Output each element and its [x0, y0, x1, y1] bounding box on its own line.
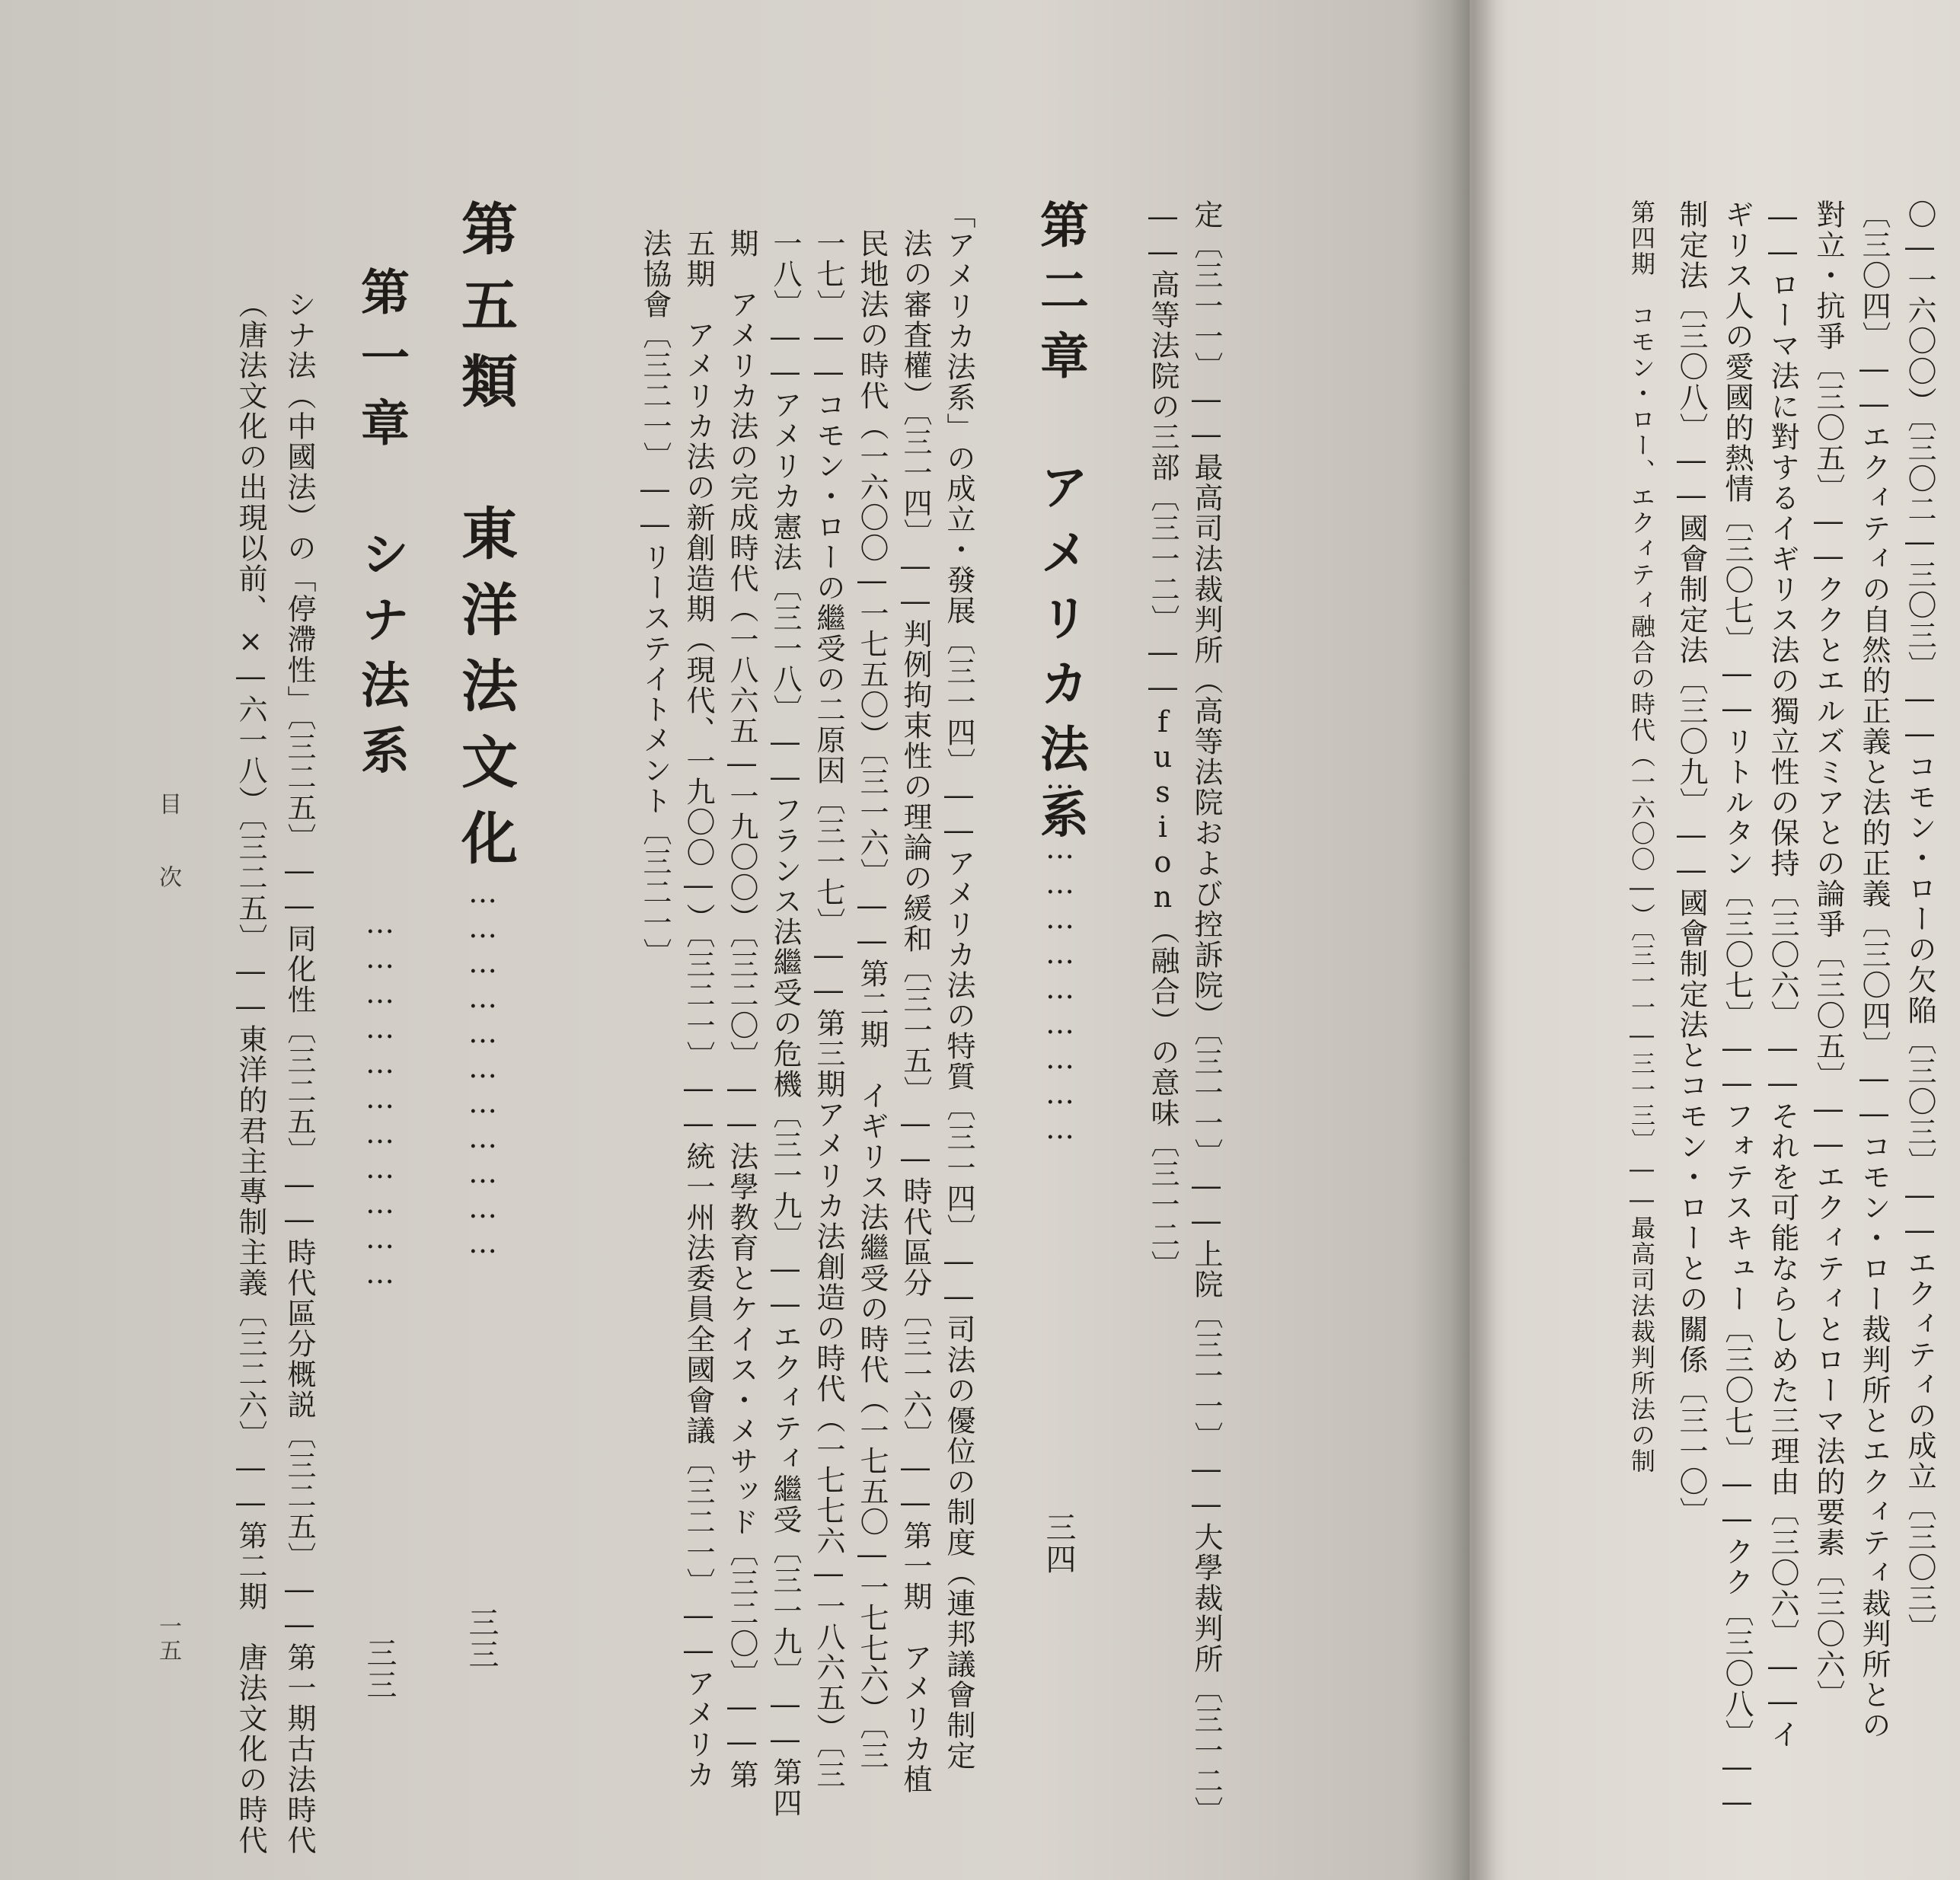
toc-leader: …………………………… — [363, 906, 397, 1291]
toc-line: 一七〕――コモン・ローの繼受の二原因〔三一七〕――第三期アメリカ法創造の時代（一七七六―一八六五）〔三 — [812, 228, 845, 1790]
footer-page-number: 一五 — [155, 1614, 181, 1663]
toc-line: ――高等法院の三部〔三一二〕――fusion（融合）の意味〔三一二〕 — [1146, 199, 1180, 1281]
toc-line: 對立・抗爭〔三〇五〕――ククとエルズミアとの論爭〔三〇五〕――エクィティとローマ法的要素〔三〇六〕 — [1812, 199, 1845, 1710]
chapter-heading: 第一章 シナ法系 — [353, 267, 410, 790]
toc-line: （唐法文化の出現以前、×―六一八）〔三二五〕――東洋的君主專制主義〔三二六〕――第二期 唐法文化の時代 — [234, 289, 267, 1856]
toc-line: 一八〕――アメリカ憲法〔三一八〕――フランス法繼受の危機〔三一九〕――エクィティ繼受〔三一九〕――第四 — [768, 228, 802, 1818]
toc-line: ギリス人の愛國的熱情〔三〇七〕――リトルタン〔三〇七〕――フォテスキュー〔三〇七〕――クク〔三〇八〕―― — [1720, 199, 1754, 1820]
toc-line: 期 アメリカ法の完成時代（一八六五―一九〇〇）〔三二〇〕――法學教育とケイス・メサッド〔三二〇〕――第 — [725, 228, 758, 1790]
toc-line: 法の審査權）〔三一四〕――判例拘束性の理論の緩和〔三一五〕――時代區分〔三一六〕――第一期 アメリカ植 — [899, 228, 932, 1795]
toc-line: 法協會〔三二一〕――リーステイトメント〔三二一〕 — [638, 228, 672, 969]
running-footer-label: 目 次 — [155, 792, 181, 889]
toc-leader: …………………………… — [466, 876, 500, 1261]
toc-line: 定〔三一一〕――最高司法裁判所（高等法院および控訴院）〔三一一〕――上院〔三一一〕――大學裁判所〔三一二〕 — [1189, 199, 1223, 1827]
page-number: 三三 — [464, 1607, 499, 1671]
toc-line: 制定法〔三〇八〕――國會制定法〔三〇九〕――國會制定法とコモン・ローとの關係〔三一〇〕 — [1674, 199, 1708, 1527]
toc-line: ――ローマ法に對するイギリス法の獨立性の保持〔三〇六〕――それを可能ならしめた三理由〔三〇六〕――イ — [1766, 199, 1799, 1750]
toc-line: 「アメリカ法系」の成立・發展〔三一四〕――アメリカ法の特質〔三一四〕――司法の優位の制度（連邦議會制定 — [942, 199, 975, 1771]
toc-line: 第四期 コモン・ロー、エクィティ融合の時代（一六〇〇―）〔三一一―三一三〕――最高司法裁判所法の制 — [1627, 199, 1656, 1474]
toc-leader: …………………………… — [1043, 761, 1077, 1147]
toc-line: 民地法の時代（一六〇〇―一七五〇）〔三一六〕――第二期 イギリス法繼受の時代（一七五〇―一七七六）〔三 — [855, 228, 889, 1771]
chapter-heading: 第二章 アメリカ法系 — [1032, 199, 1089, 854]
category-heading: 第五類 東洋法文化 — [452, 199, 518, 885]
toc-line: シナ法（中國法）の「停滯性」〔三二五〕――同化性〔三二五〕――時代區分概説〔三二五〕――第一期古法時代 — [283, 289, 316, 1856]
page-number: 三四 — [1041, 1511, 1076, 1575]
toc-line: 五期 アメリカ法の新創造期（現代、一九〇〇―）〔三二一〕――統一州法委員全國會議〔三二一〕――アメリカ — [682, 228, 715, 1790]
toc-line: 〔三〇四〕――エクィティの自然的正義と法的正義〔三〇四〕――コモン・ロー裁判所とエクィティ裁判所との — [1857, 199, 1891, 1741]
page-number: 三三 — [362, 1637, 397, 1701]
toc-line: 〇―一六〇〇）〔三〇二―三〇三〕――コモン・ローの欠陥〔三〇三〕――エクィティの成立〔三〇三〕 — [1903, 199, 1936, 1644]
book-gutter — [1451, 0, 1496, 1880]
